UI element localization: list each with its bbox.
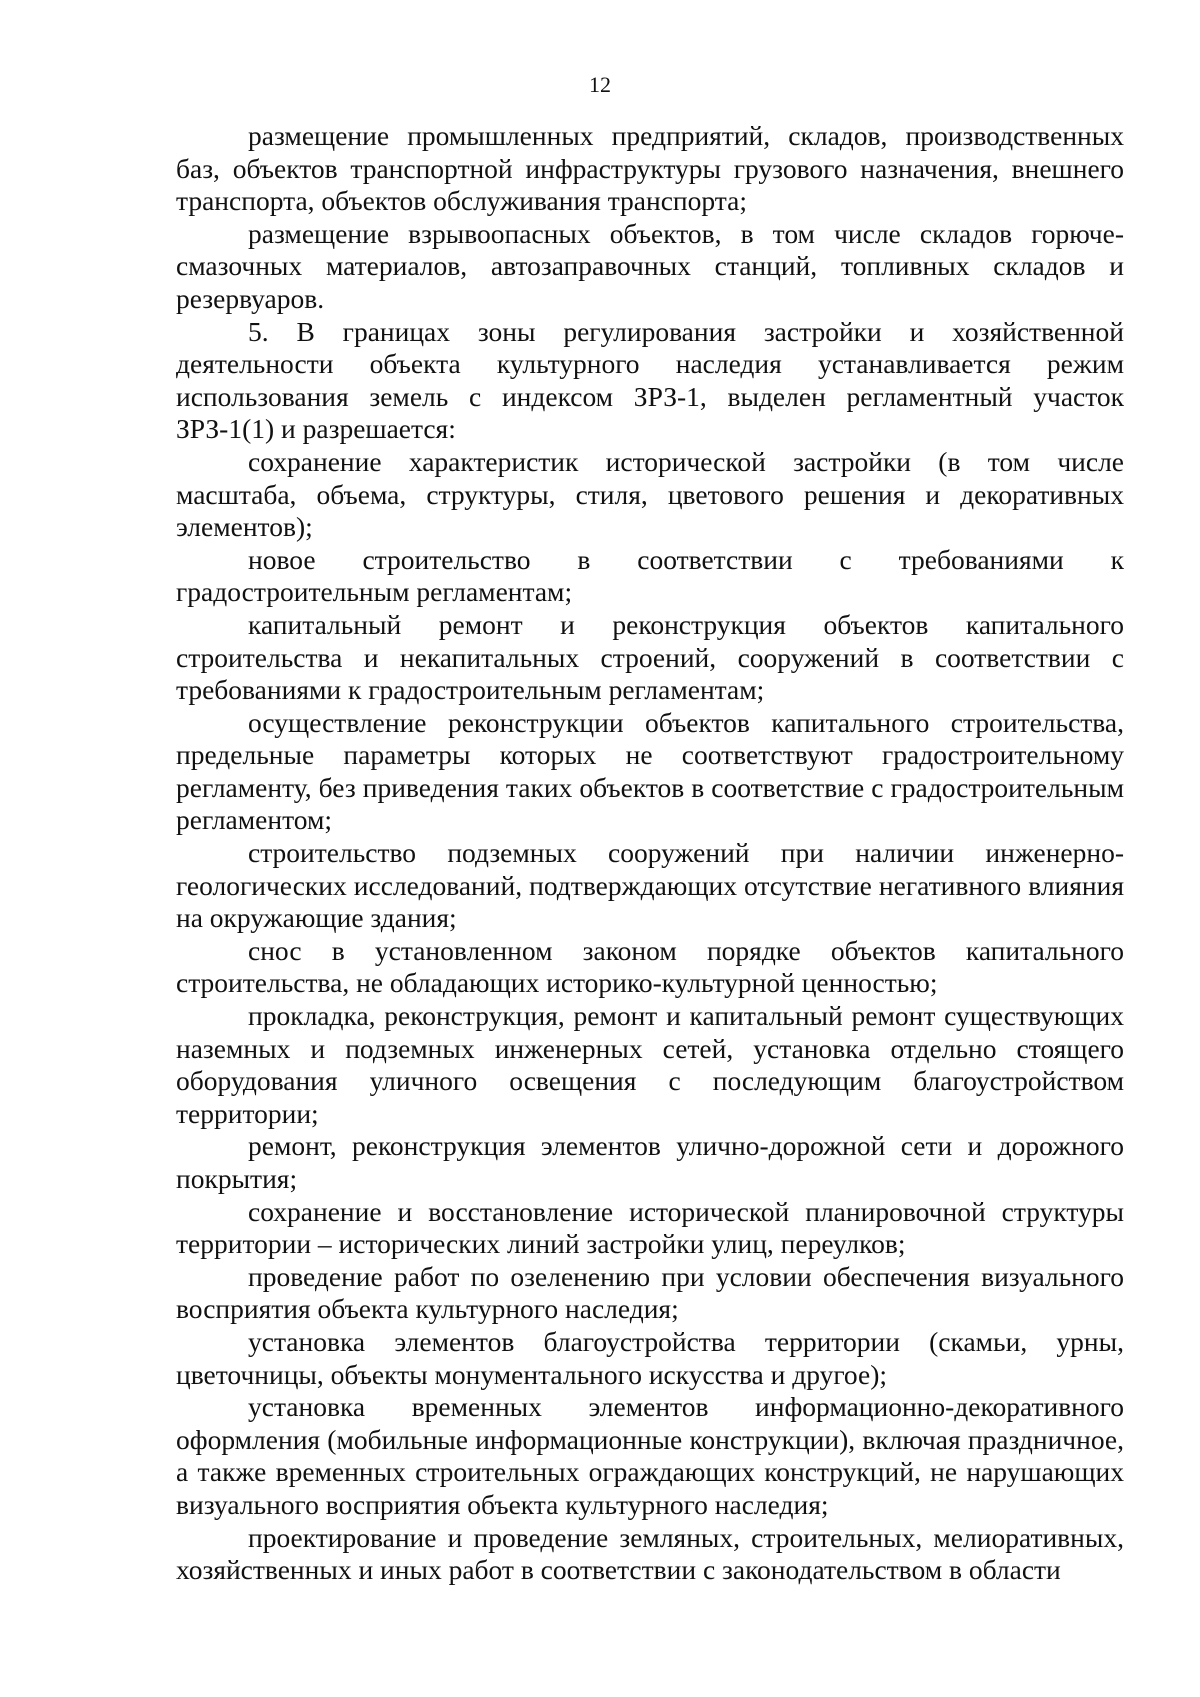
paragraph-design-works: проектирование и проведение земляных, строительных, мелиоративных, хозяйственных и иных работ в соответствии с законодательством в области <box>176 1521 1124 1586</box>
paragraph-underground-construction: строительство подземных сооружений при наличии инженерно-геологических исследований, подтверждающих отсутствие негативного влияния на окружающие здания; <box>176 837 1124 934</box>
paragraph-zone-regulation: 5. В границах зоны регулирования застройки и хозяйственной деятельности объекта культурного наследия устанавливается режим использования земель с индексом ЗРЗ-1, выделен регламентный участок ЗРЗ-1(1) и разрешается: <box>176 315 1124 445</box>
paragraph-reconstruction: осуществление реконструкции объектов капитального строительства, предельные параметры которых не соответствуют градостроительному регламенту, без приведения таких объектов в соответствие с градостроительным регламентом; <box>176 706 1124 836</box>
paragraph-road-repair: ремонт, реконструкция элементов улично-дорожной сети и дорожного покрытия; <box>176 1130 1124 1194</box>
document-body <box>176 120 1124 1587</box>
paragraph-historic-preservation: сохранение характеристик исторической застройки (в том числе масштаба, объема, структуры, стиля, цветового решения и декоративных элементов); <box>176 445 1124 543</box>
paragraph-new-construction: новое строительство в соответствии с требованиями к градостроительным регламентам; <box>176 543 1124 608</box>
paragraph-temporary-elements: установка временных элементов информационно-декоративного оформления (мобильные информационные конструкции), включая праздничное, а также временных строительных ограждающих конструкций, не нарушающих визуального восприятия объекта культурного наследия; <box>176 1391 1124 1520</box>
page-number: 12 <box>589 72 611 97</box>
paragraph-explosive-objects: размещение взрывоопасных объектов, в том числе складов горюче-смазочных материалов, автозаправочных станций, топливных складов и резервуаров. <box>176 217 1124 314</box>
paragraph-amenities: установка элементов благоустройства территории (скамьи, урны, цветочницы, объекты монументального искусства и другое); <box>176 1325 1124 1390</box>
paragraph-industrial-placement: размещение промышленных предприятий, складов, производственных баз, объектов транспортной инфраструктуры грузового назначения, внешнего транспорта, объектов обслуживания транспорта; <box>176 120 1124 217</box>
paragraph-planning-structure: сохранение и восстановление исторической планировочной структуры территории – исторических линий застройки улиц, переулков; <box>176 1195 1124 1260</box>
paragraph-utility-networks: прокладка, реконструкция, ремонт и капитальный ремонт существующих наземных и подземных инженерных сетей, установка отдельно стоящего оборудования уличного освещения с последующим благоустройством территории; <box>176 1000 1124 1129</box>
paragraph-capital-repair: капитальный ремонт и реконструкция объектов капитального строительства и некапитальных строений, сооружений в соответствии с требованиями к градостроительным регламентам; <box>176 608 1124 706</box>
paragraph-demolition: снос в установленном законом порядке объектов капитального строительства, не обладающих историко-культурной ценностью; <box>176 934 1124 999</box>
paragraph-landscaping: проведение работ по озеленению при условии обеспечения визуального восприятия объекта культурного наследия; <box>176 1260 1124 1325</box>
